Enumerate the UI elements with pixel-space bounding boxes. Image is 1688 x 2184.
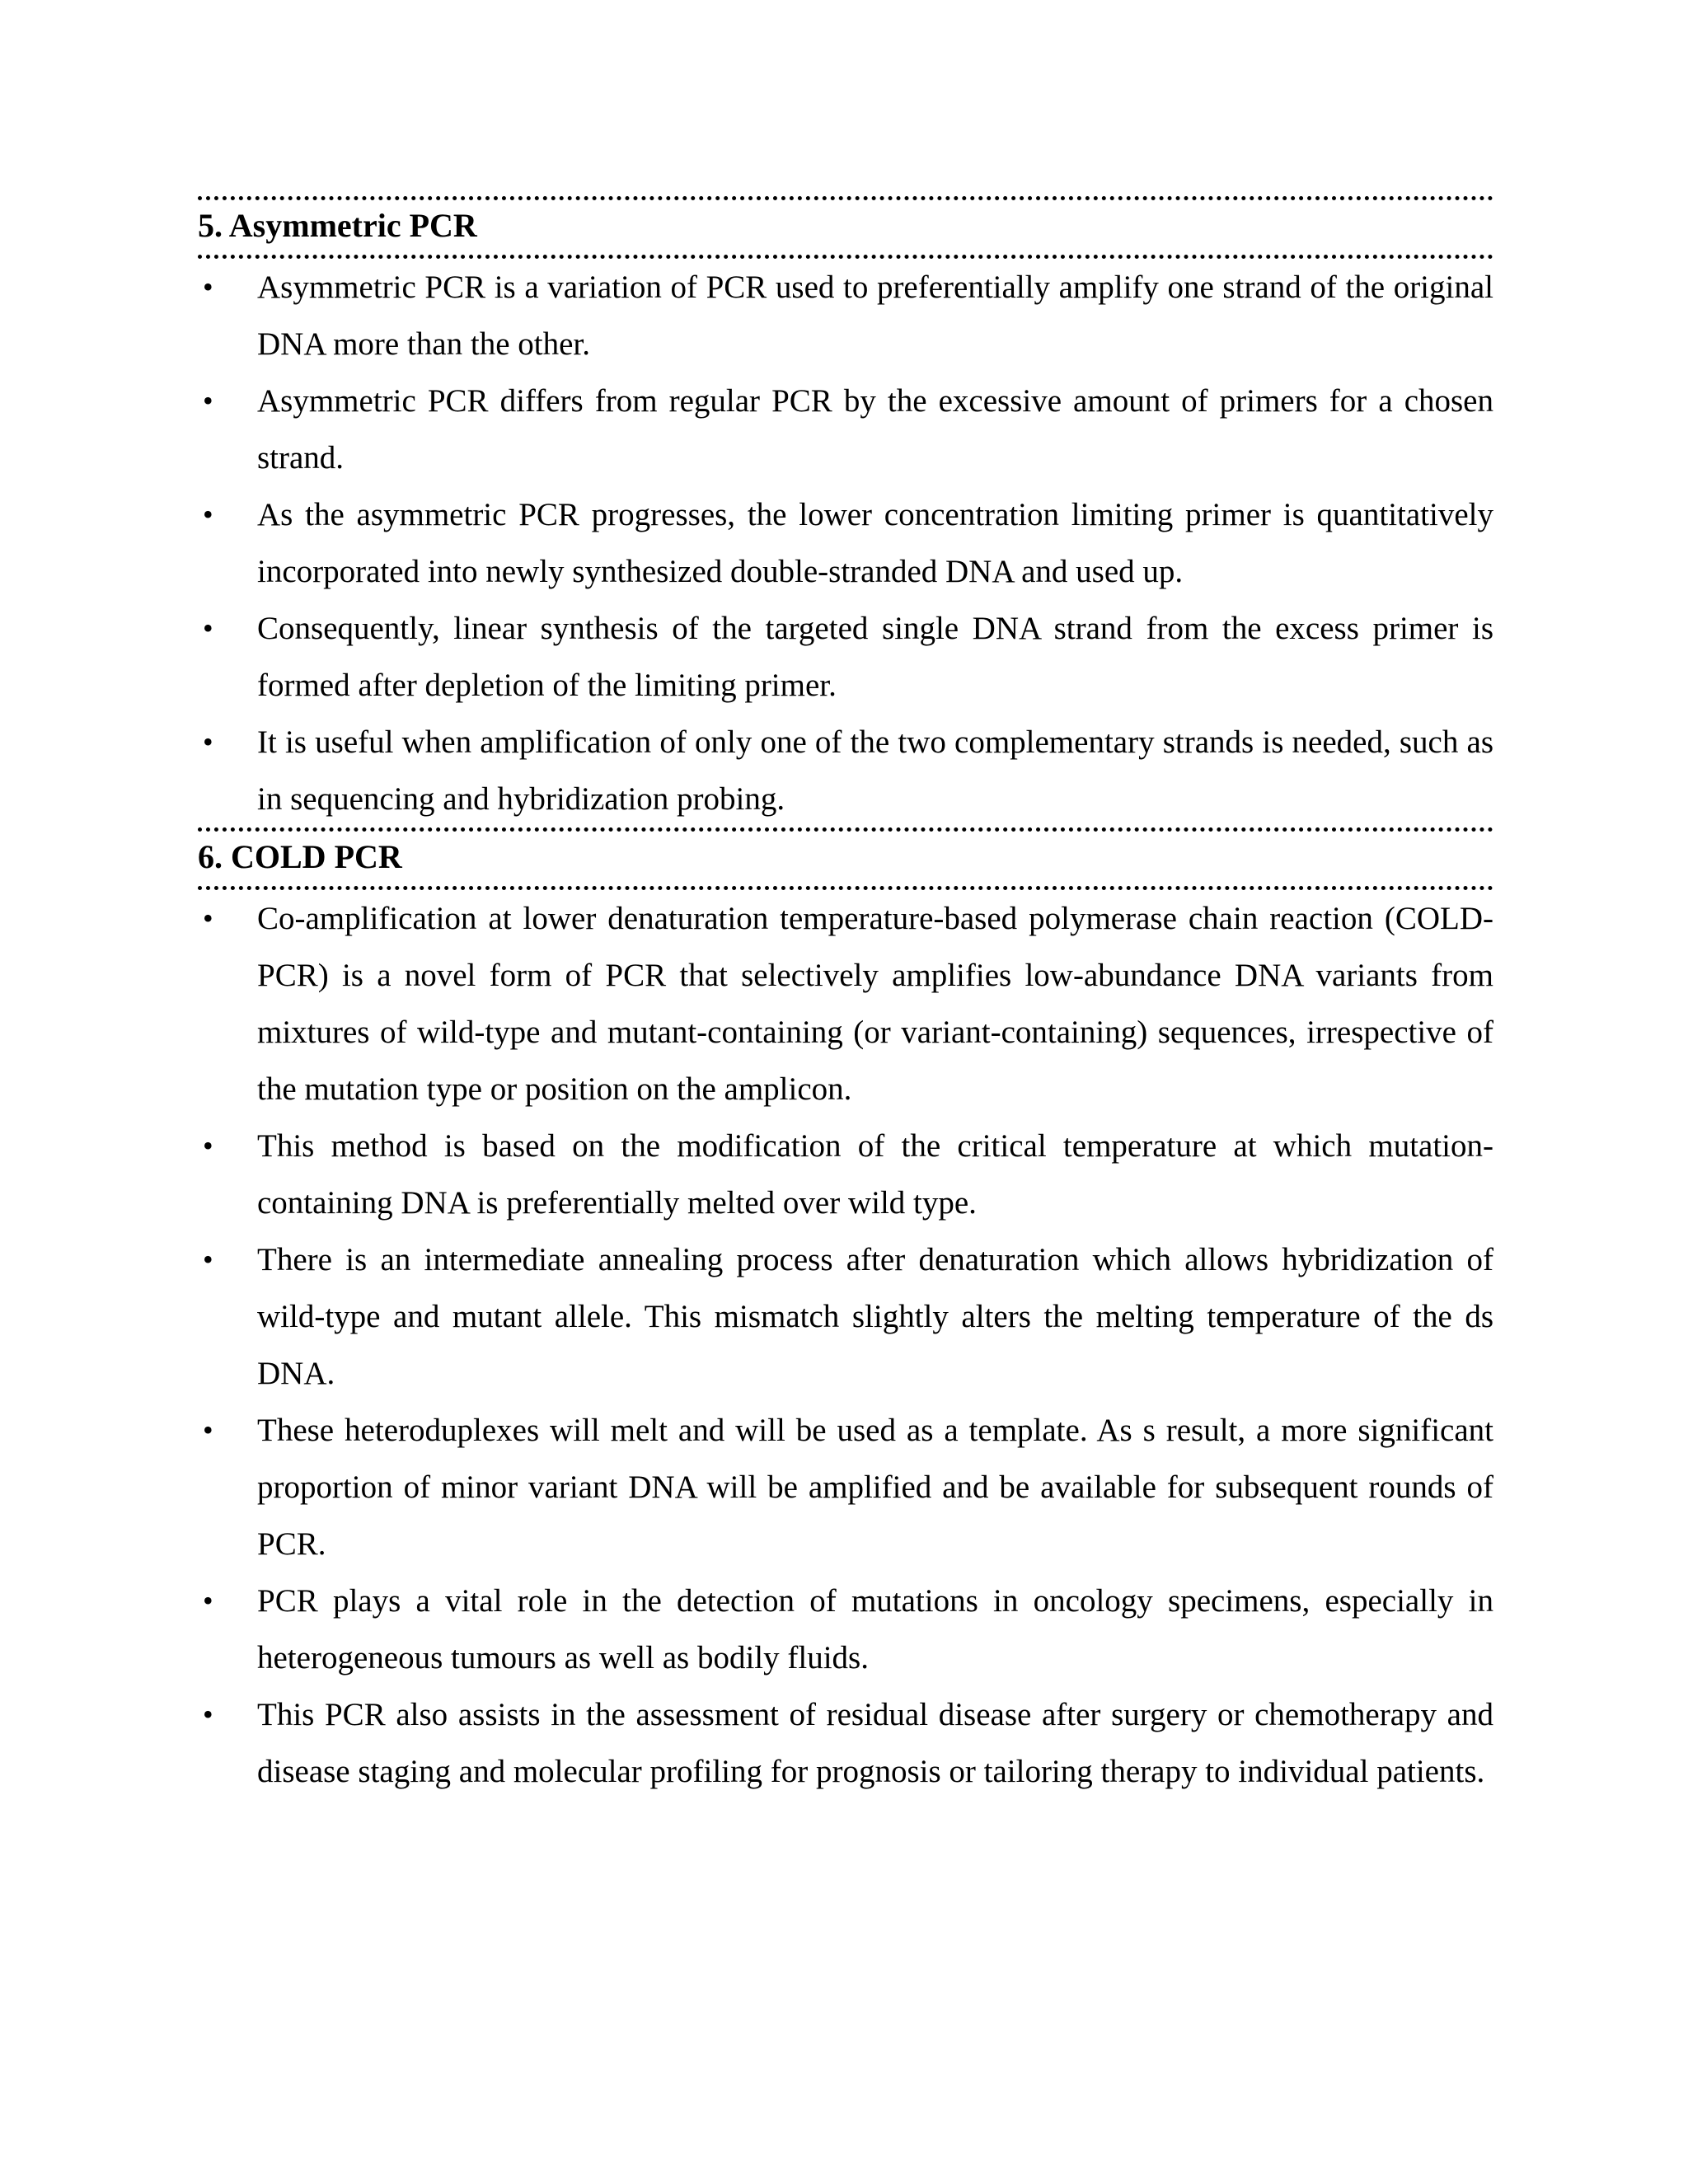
list-item-text: PCR plays a vital role in the detection of mutations in oncology specimens, especially in heterogeneous tumours as well as bodily fluids. bbox=[257, 1583, 1493, 1675]
bullet-icon: • bbox=[203, 498, 213, 531]
list-item-text: These heteroduplexes will melt and will be used as a template. As s result, a more significant proportion of minor variant DNA will be amplified and be available for subsequent rounds of PCR. bbox=[257, 1413, 1493, 1562]
list-item bbox=[198, 600, 1493, 714]
list-item bbox=[198, 259, 1493, 373]
document-content bbox=[198, 196, 1493, 1800]
list-item-text: Asymmetric PCR differs from regular PCR by the excessive amount of primers for a chosen strand. bbox=[257, 383, 1493, 476]
bullet-icon: • bbox=[203, 725, 213, 758]
bullet-icon: • bbox=[203, 1243, 213, 1276]
bullet-icon: • bbox=[203, 902, 213, 935]
list-item bbox=[198, 1118, 1493, 1231]
list-item-text: As the asymmetric PCR progresses, the lower concentration limiting primer is quantitatively incorporated into newly synthesized double-stranded DNA and used up. bbox=[257, 497, 1493, 589]
list-item-text: Co-amplification at lower denaturation temperature-based polymerase chain reaction (COLD-PCR) is a novel form of PCR that selectively amplifies low-abundance DNA variants from mixtures of wild-type and mutant-containing (or variant-containing) sequences, irrespective of the mutation type or position on the amplicon. bbox=[257, 901, 1493, 1107]
list-item-text: It is useful when amplification of only one of the two complementary strands is needed, such as in sequencing and hybridization probing. bbox=[257, 724, 1493, 817]
bullet-icon: • bbox=[203, 612, 213, 644]
bullet-list-asymmetric-pcr bbox=[198, 259, 1493, 827]
list-item-text: This PCR also assists in the assessment of residual disease after surgery or chemotherapy and disease staging and molecular profiling for prognosis or tailoring therapy to individual patients. bbox=[257, 1697, 1493, 1789]
bullet-icon: • bbox=[203, 1584, 213, 1617]
section-heading-cold-pcr: 6. COLD PCR bbox=[198, 838, 402, 875]
list-item-text: There is an intermediate annealing process after denaturation which allows hybridization of wild-type and mutant allele. This mismatch slightly alters the melting temperature of the ds DNA. bbox=[257, 1242, 1493, 1391]
bullet-list-cold-pcr bbox=[198, 890, 1493, 1800]
section-heading-asymmetric-pcr: 5. Asymmetric PCR bbox=[198, 207, 477, 244]
list-item bbox=[198, 486, 1493, 600]
bullet-icon: • bbox=[203, 384, 213, 417]
list-item bbox=[198, 714, 1493, 827]
list-item bbox=[198, 373, 1493, 486]
bullet-icon: • bbox=[203, 1129, 213, 1162]
list-item-text: Asymmetric PCR is a variation of PCR used to preferentially amplify one strand of the original DNA more than the other. bbox=[257, 269, 1493, 362]
list-item bbox=[198, 1572, 1493, 1686]
bullet-icon: • bbox=[203, 270, 213, 303]
bullet-icon: • bbox=[203, 1698, 213, 1731]
list-item bbox=[198, 890, 1493, 1118]
list-item bbox=[198, 1402, 1493, 1572]
list-item-text: This method is based on the modification of the critical temperature at which mutation-containing DNA is preferentially melted over wild type. bbox=[257, 1128, 1493, 1221]
list-item bbox=[198, 1231, 1493, 1402]
list-item bbox=[198, 1686, 1493, 1800]
list-item-text: Consequently, linear synthesis of the targeted single DNA strand from the excess primer is formed after depletion of the limiting primer. bbox=[257, 611, 1493, 703]
bullet-icon: • bbox=[203, 1413, 213, 1446]
